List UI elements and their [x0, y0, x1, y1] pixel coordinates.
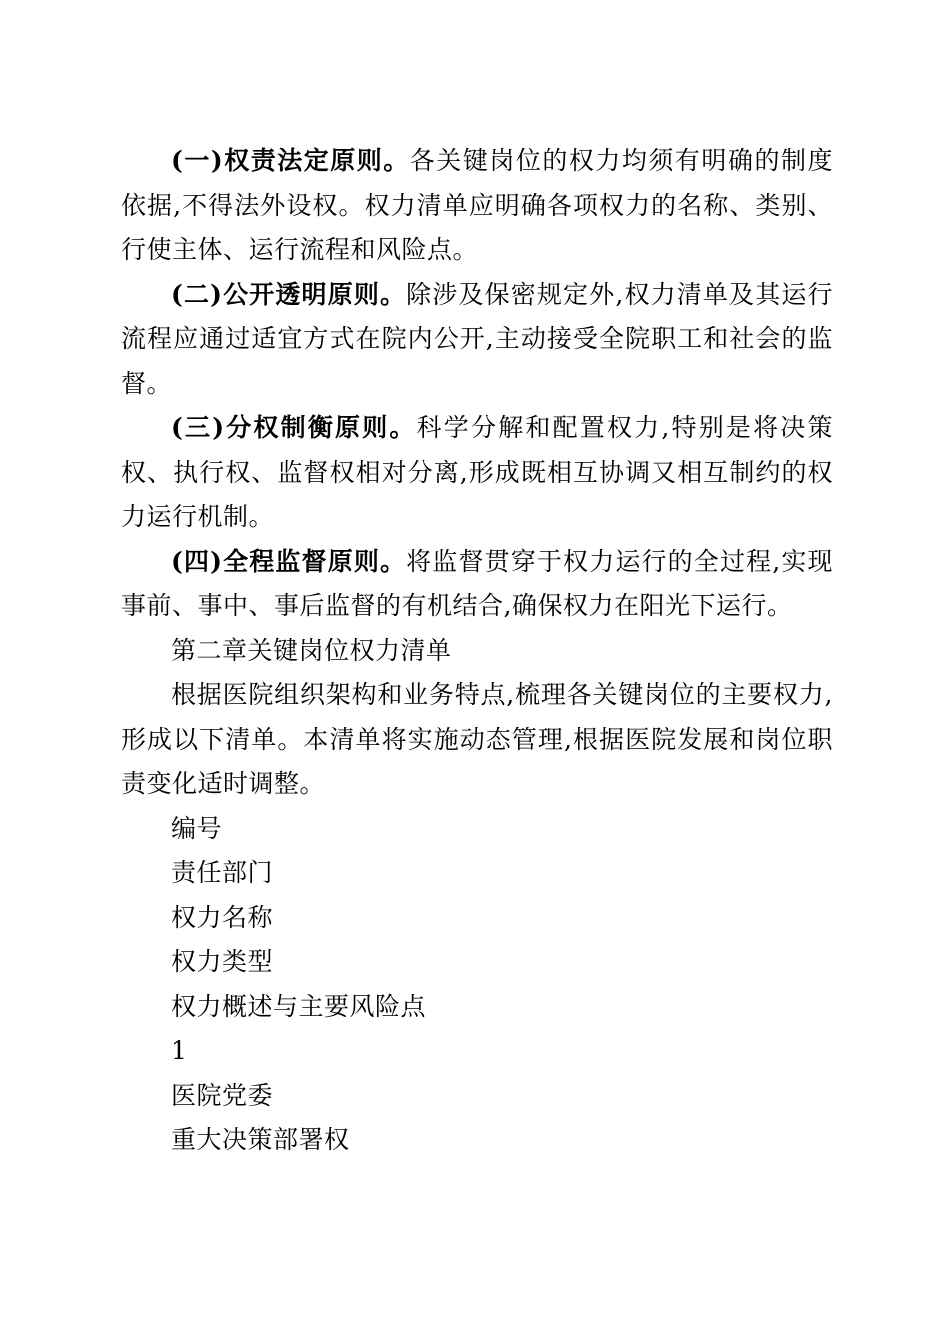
- principle-lead-3: (三)分权制衡原则。: [171, 413, 417, 442]
- principle-text-3: 科学分解和配置权力,特别是将决策权、执行权、监督权相对分离,形成既相互协调又相互制约的权力运行机制。: [121, 413, 833, 531]
- chapter-heading: 第二章关键岗位权力清单: [171, 635, 452, 665]
- table-header-number: 编号: [171, 813, 223, 843]
- table-cell-power-name: 重大决策部署权: [171, 1125, 350, 1154]
- principle-text-1: 各关键岗位的权力均须有明确的制度依据,不得法外设权。权力清单应明确各项权力的名称、类别、行使主体、运行流程和风险点。: [121, 146, 833, 264]
- principle-lead-2: (二)公开透明原则。: [171, 279, 407, 309]
- principle-paragraph-1: [121, 139, 833, 273]
- principle-paragraph-3: [121, 406, 833, 540]
- table-cell-number: 1: [171, 1036, 188, 1065]
- principle-lead-4: (四)全程监督原则。: [171, 546, 407, 576]
- document-body: [121, 139, 833, 1163]
- table-header-department: 责任部门: [171, 858, 274, 887]
- principle-paragraph-2: [121, 273, 833, 407]
- principle-text-4: 将监督贯穿于权力运行的全过程,实现事前、事中、事后监督的有机结合,确保权力在阳光下运行。: [121, 546, 833, 620]
- principle-lead-1: (一)权责法定原则。: [171, 146, 410, 175]
- table-header-overview: 权力概述与主要风险点: [171, 991, 427, 1021]
- principle-paragraph-4: [121, 540, 833, 629]
- table-header-power-name: 权力名称: [171, 902, 274, 932]
- table-cell-department: 医院党委: [171, 1080, 274, 1110]
- principle-text-2: 除涉及保密规定外,权力清单及其运行流程应通过适宜方式在院内公开,主动接受全院职工和社会的监督。: [121, 279, 833, 398]
- chapter-intro-paragraph: 根据医院组织架构和业务特点,梳理各关键岗位的主要权力,形成以下清单。本清单将实施动态管理,根据医院发展和岗位职责变化适时调整。: [121, 680, 833, 798]
- table-header-power-type: 权力类型: [171, 947, 274, 976]
